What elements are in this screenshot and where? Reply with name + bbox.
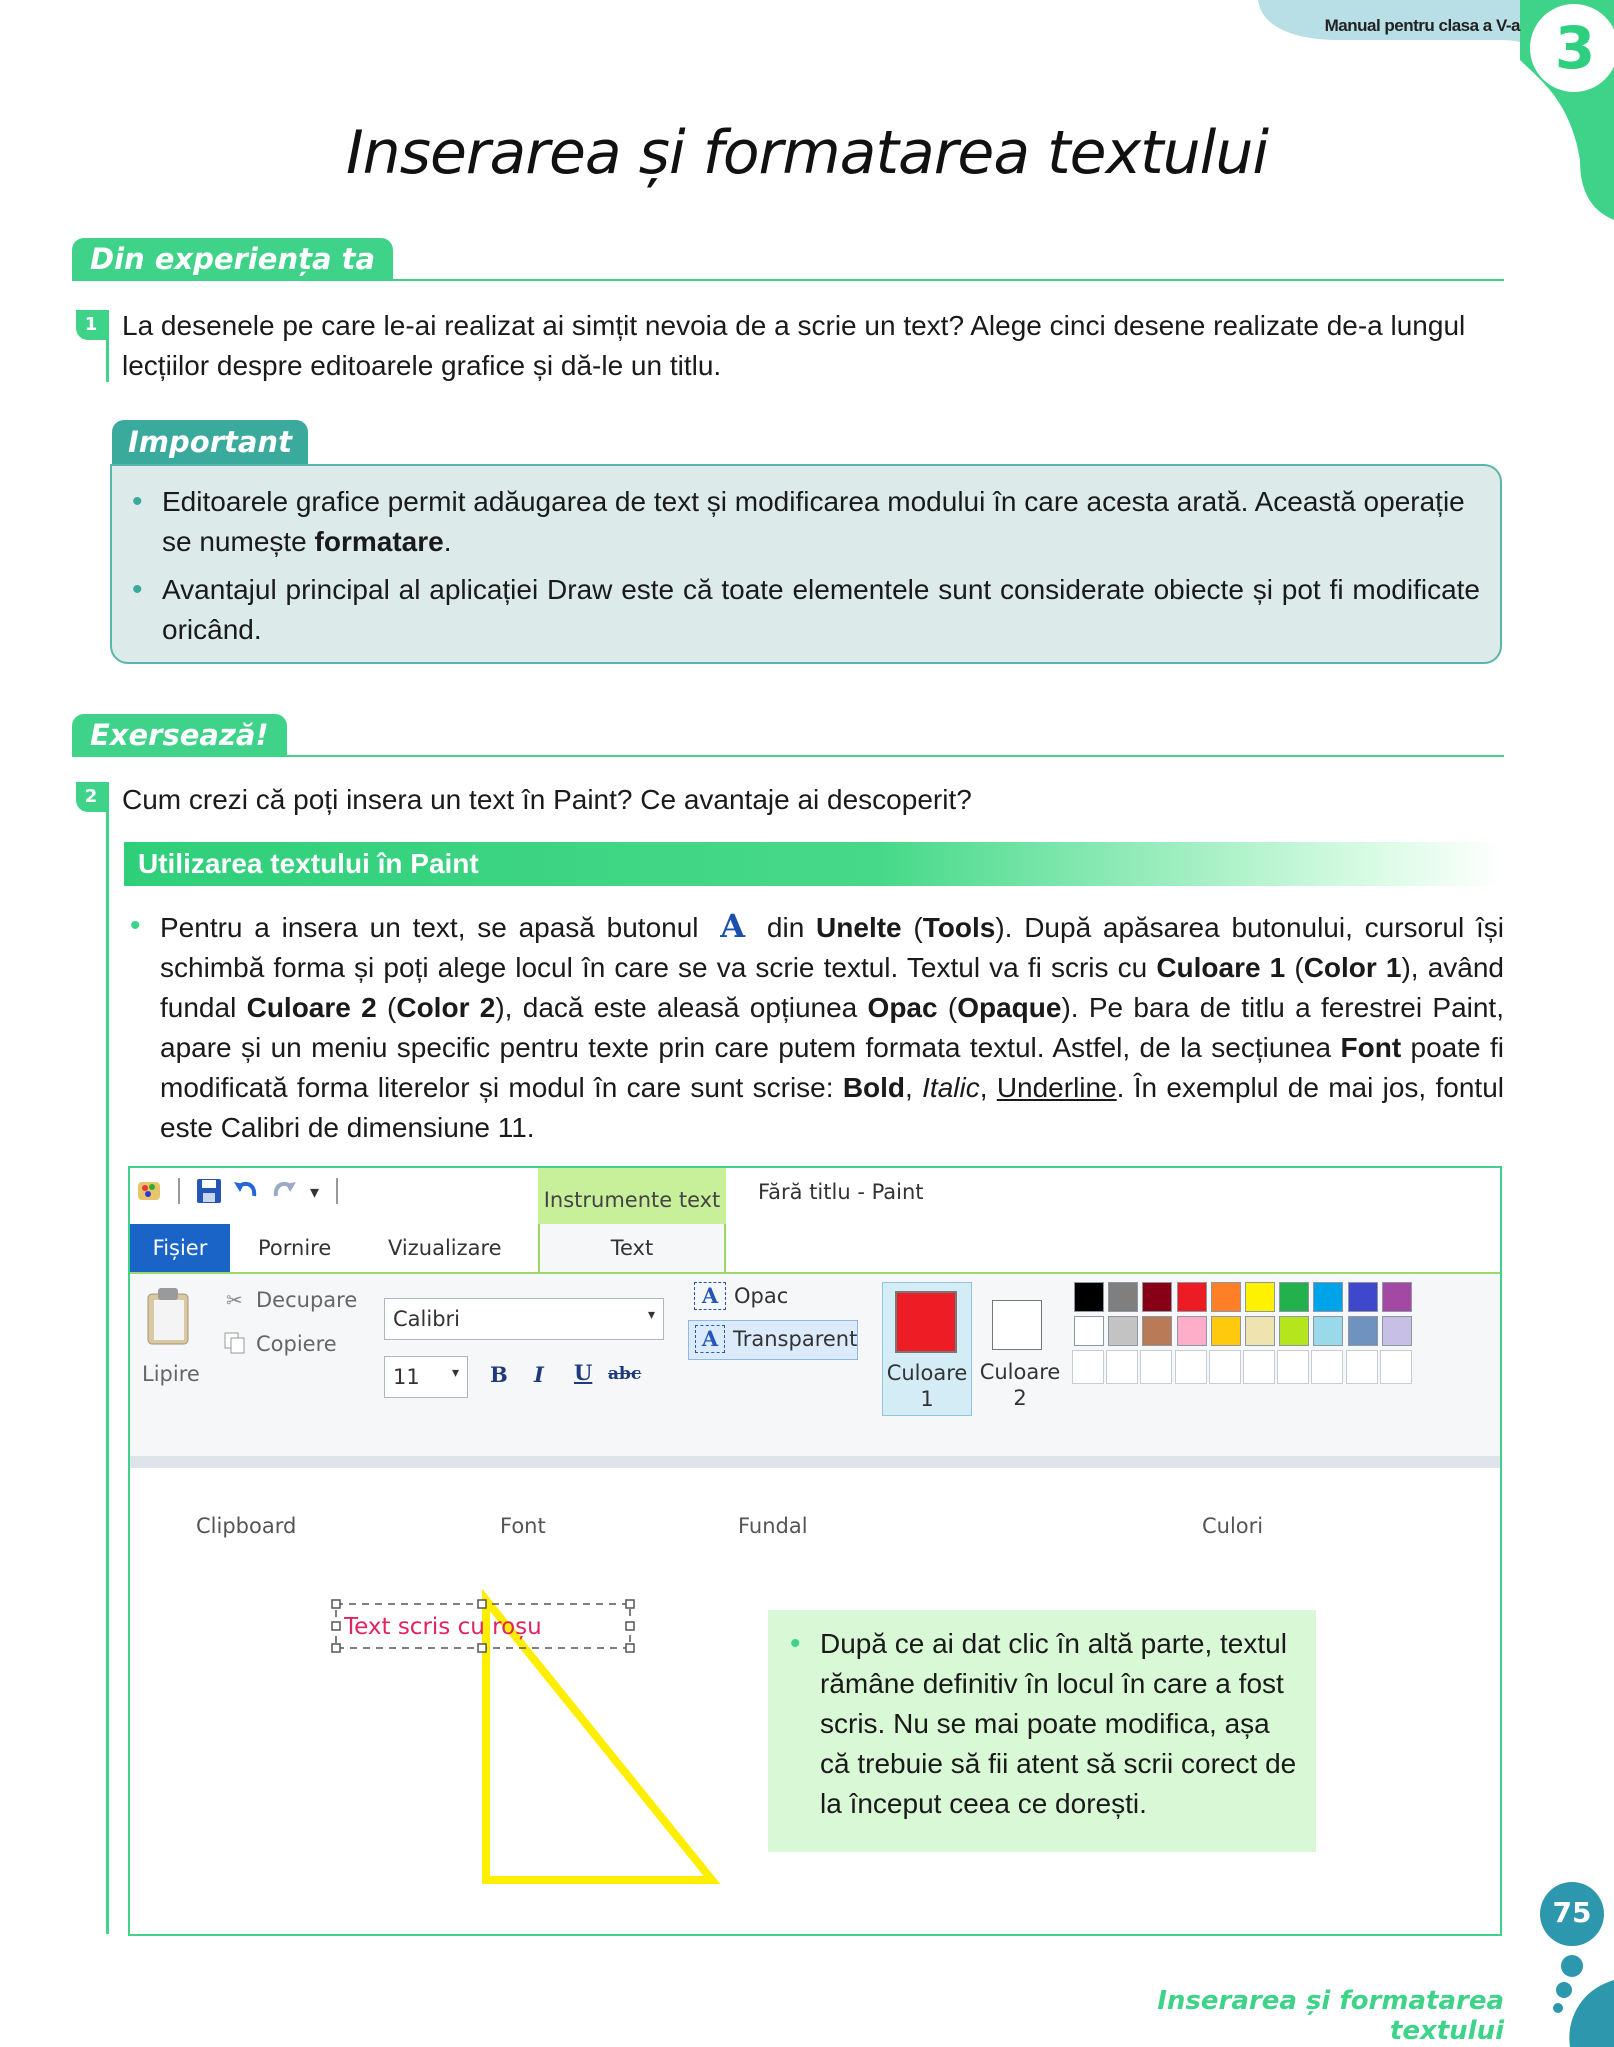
copy-button[interactable]: Copiere bbox=[256, 1332, 337, 1356]
exercise-2-bar bbox=[106, 782, 109, 1934]
undo-icon[interactable] bbox=[232, 1178, 260, 1204]
palette-swatch[interactable] bbox=[1313, 1282, 1343, 1312]
redo-icon[interactable] bbox=[270, 1178, 298, 1204]
important-tab: Important bbox=[112, 420, 308, 464]
paste-button[interactable]: Lipire bbox=[142, 1362, 200, 1386]
palette-swatch[interactable] bbox=[1348, 1316, 1378, 1346]
running-title: Inserarea și formatarea textului bbox=[1157, 1986, 1504, 2046]
palette-swatch[interactable] bbox=[1142, 1316, 1172, 1346]
color1-swatch bbox=[895, 1291, 957, 1353]
opaque-icon[interactable]: A bbox=[694, 1282, 726, 1310]
palette-swatch[interactable] bbox=[1142, 1282, 1172, 1312]
group-label-clipboard: Clipboard bbox=[196, 1514, 297, 1538]
palette-swatch[interactable] bbox=[1211, 1282, 1241, 1312]
palette-custom-slot[interactable] bbox=[1209, 1350, 1241, 1384]
page-title: Inserarea și formatarea textului bbox=[345, 118, 1269, 188]
palette-custom-slot[interactable] bbox=[1175, 1350, 1207, 1384]
important-box bbox=[110, 464, 1502, 664]
canvas-text[interactable]: Text scris cu roșu bbox=[344, 1614, 542, 1640]
group-label-background: Fundal bbox=[738, 1514, 808, 1538]
important-bullet-1: • Editoarele grafice permit adăugarea de text și modificarea modului în care acesta arată. Această operație se numește formatare. bbox=[126, 482, 1480, 562]
paint-explanation: • Pentru a insera un text, se apasă butonul A din Unelte (Tools). După apăsarea butonului, cursorul își schimbă forma și poți alege locul în care se va scrie textul. Textul va fi scris cu Culoare 1 (Color 1), având fundal Culoare 2 (Color 2), dacă este aleasă opțiunea Opac (Opaque). Pe bara de titlu a ferestrei Paint, apare și un meniu specific pentru texte prin care putem formata textul. Astfel, de la secțiunea Font poate fi modificată forma literelor și modul în care sunt scrise: Bold, Italic, Underline. În exemplul de mai jos, fontul este Calibri de dimensiune 11. bbox=[124, 906, 1504, 1148]
palette-custom-slot[interactable] bbox=[1311, 1350, 1343, 1384]
color2-selector[interactable]: Culoare 2 bbox=[976, 1282, 1064, 1416]
section-tab-practice: Exersează! bbox=[72, 714, 287, 756]
section-rule-2 bbox=[72, 755, 1504, 757]
palette-custom-slot[interactable] bbox=[1380, 1350, 1412, 1384]
palette-custom-slot[interactable] bbox=[1072, 1350, 1104, 1384]
note-box bbox=[768, 1610, 1316, 1852]
text-tool-icon: A bbox=[720, 907, 746, 945]
ribbon bbox=[130, 1272, 1500, 1538]
palette-swatch[interactable] bbox=[1108, 1282, 1138, 1312]
tab-home[interactable]: Pornire bbox=[258, 1236, 332, 1260]
bold-button[interactable]: B bbox=[490, 1362, 508, 1387]
important-bullet-2: • Avantajul principal al aplicației Draw este că toate elementele sunt considerate obiecte și pot fi modificate oricând. bbox=[126, 570, 1480, 650]
paint-app-icon[interactable] bbox=[136, 1176, 166, 1204]
palette-swatch[interactable] bbox=[1313, 1316, 1343, 1346]
section-rule bbox=[72, 279, 1504, 281]
palette-custom-slot[interactable] bbox=[1346, 1350, 1378, 1384]
underline-button[interactable]: U bbox=[574, 1360, 593, 1385]
palette-custom-slot[interactable] bbox=[1106, 1350, 1138, 1384]
copy-icon[interactable] bbox=[224, 1332, 246, 1354]
palette-swatch[interactable] bbox=[1108, 1316, 1138, 1346]
subheading-paint-text: Utilizarea textului în Paint bbox=[124, 842, 1504, 886]
strikethrough-button[interactable]: abc bbox=[608, 1364, 642, 1384]
palette-swatch[interactable] bbox=[1177, 1316, 1207, 1346]
cut-button[interactable]: Decupare bbox=[256, 1288, 358, 1312]
palette-swatch[interactable] bbox=[1211, 1316, 1241, 1346]
palette-swatch[interactable] bbox=[1074, 1316, 1104, 1346]
font-family-select[interactable]: Calibri ▾ bbox=[384, 1298, 664, 1340]
font-size-select[interactable]: 11 ▾ bbox=[384, 1356, 468, 1398]
tab-file[interactable]: Fișier bbox=[130, 1224, 230, 1272]
exercise-number-2: 2 bbox=[76, 782, 106, 812]
exercise-bar bbox=[106, 310, 109, 382]
opaque-option[interactable]: Opac bbox=[734, 1284, 789, 1308]
italic-button[interactable]: I bbox=[534, 1362, 544, 1387]
palette-swatch[interactable] bbox=[1348, 1282, 1378, 1312]
section-tab-experience: Din experiența ta bbox=[72, 238, 393, 280]
color1-selector[interactable]: Culoare 1 bbox=[882, 1282, 972, 1416]
palette-swatch[interactable] bbox=[1382, 1316, 1412, 1346]
window-title: Fără titlu - Paint bbox=[758, 1180, 924, 1204]
group-label-colors: Culori bbox=[1202, 1514, 1264, 1538]
paste-icon[interactable] bbox=[144, 1286, 194, 1348]
tab-text[interactable]: Text bbox=[538, 1224, 726, 1274]
transparent-option: Transparent bbox=[733, 1327, 858, 1351]
palette-swatch[interactable] bbox=[1245, 1282, 1275, 1312]
exercise-2-text: Cum crezi că poți insera un text în Paint? Ce avantaje ai descoperit? bbox=[122, 784, 972, 815]
palette-swatch[interactable] bbox=[1245, 1316, 1275, 1346]
chapter-number: 3 bbox=[1554, 14, 1596, 82]
context-tab-text-tools[interactable]: Instrumente text bbox=[538, 1168, 726, 1226]
save-icon[interactable] bbox=[196, 1178, 222, 1204]
customize-toolbar-icon[interactable]: ▾ bbox=[310, 1182, 320, 1203]
palette-custom-slot[interactable] bbox=[1140, 1350, 1172, 1384]
group-label-font: Font bbox=[500, 1514, 546, 1538]
footer-decoration bbox=[1520, 1860, 1614, 2047]
palette-swatch[interactable] bbox=[1279, 1282, 1309, 1312]
transparent-icon: A bbox=[695, 1325, 725, 1353]
palette-custom-slot[interactable] bbox=[1277, 1350, 1309, 1384]
exercise-1-text: La desenele pe care le-ai realizat ai simțit nevoia de a scrie un text? Alege cinci desene realizate de-a lungul lecțiilor despre editoarele grafice și dă-le un titlu. bbox=[122, 310, 1466, 381]
palette-swatch[interactable] bbox=[1279, 1316, 1309, 1346]
exercise-number-1: 1 bbox=[76, 310, 106, 340]
chevron-down-icon: ▾ bbox=[451, 1365, 459, 1381]
page-number: 75 bbox=[1552, 1896, 1592, 1929]
transparent-option-box[interactable] bbox=[688, 1320, 858, 1360]
manual-label: Manual pentru clasa a V-a bbox=[1324, 16, 1520, 35]
color2-swatch bbox=[992, 1300, 1042, 1350]
note-text: • După ce ai dat clic în altă parte, textul rămâne definitiv în locul în care a fost scris. Nu se mai poate modifica, așa că trebuie să fii atent să scrii corect de la început ceea ce dorești. bbox=[784, 1624, 1300, 1824]
palette-swatch[interactable] bbox=[1382, 1282, 1412, 1312]
palette-custom-slot[interactable] bbox=[1243, 1350, 1275, 1384]
palette-swatch[interactable] bbox=[1074, 1282, 1104, 1312]
palette-swatch[interactable] bbox=[1177, 1282, 1207, 1312]
cut-icon[interactable]: ✂ bbox=[226, 1288, 243, 1312]
tab-view[interactable]: Vizualizare bbox=[388, 1236, 502, 1260]
chevron-down-icon: ▾ bbox=[647, 1307, 655, 1323]
